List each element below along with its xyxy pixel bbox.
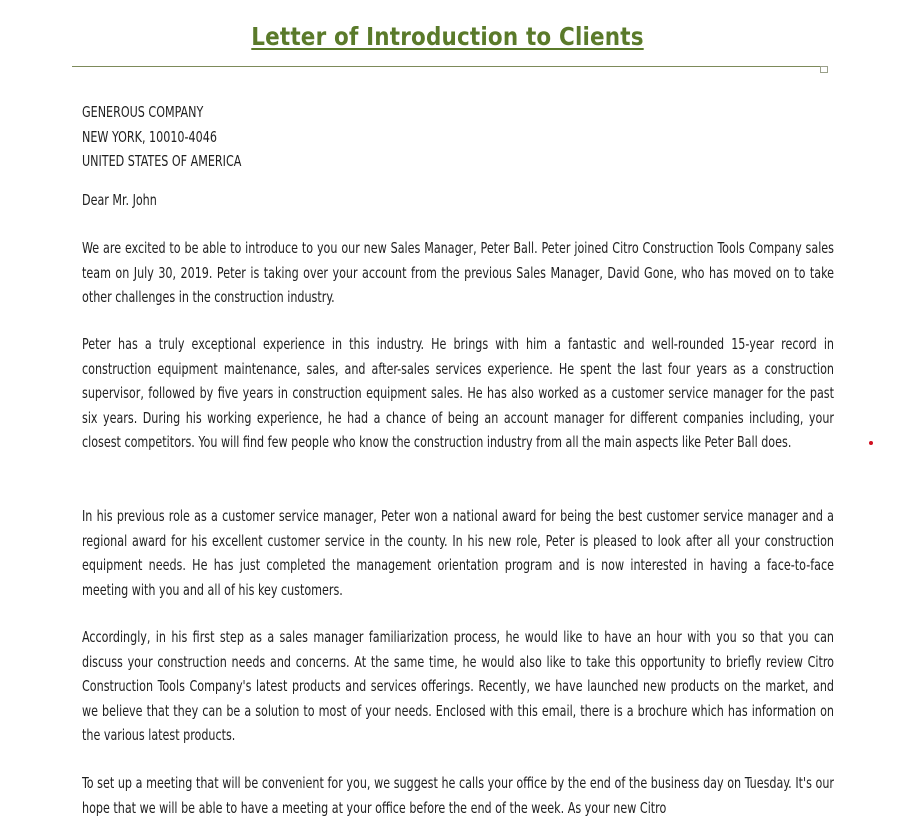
paragraph-2 — [82, 332, 834, 455]
document-title: Letter of Introduction to Clients — [251, 22, 644, 51]
red-marker-dot — [869, 441, 873, 445]
paragraph-text: In his previous role as a customer service manager, Peter won a national award for being the best customer service manager and a regional award for his excellent customer service in the county. In his new role, Peter is pleased to look after all your construction equipment needs. He has just completed the management orientation program and is now interested in having a face-to-face meeting with you and all of his key customers. — [82, 507, 834, 599]
address-line-country: UNITED STATES OF AMERICA — [82, 152, 242, 170]
title-divider — [72, 66, 822, 67]
paragraph-5 — [82, 771, 834, 820]
address-line-company: GENEROUS COMPANY — [82, 103, 204, 121]
paragraph-text: Accordingly, in his first step as a sales manager familiarization process, he would like to have an hour with you so that you can discuss your construction needs and concerns. At the same time, he would also like to take this opportunity to briefly review Citro Construction Tools Company's latest products and services offerings. Recently, we have launched new products on the market, and we believe that they can be a solution to most of your needs. Enclosed with this email, there is a brochure which has information on the various latest products. — [82, 628, 834, 744]
salutation — [82, 188, 834, 213]
salutation-text: Dear Mr. John — [82, 191, 157, 209]
divider-handle-icon[interactable] — [820, 66, 828, 73]
paragraph-text: We are excited to be able to introduce to you our new Sales Manager, Peter Ball. Peter joined Citro Construction Tools Company sales team on July 30, 2019. Peter is taking over your account from the previous Sales Manager, David Gone, who has moved on to take other challenges in the construction industry. — [82, 239, 834, 306]
paragraph-4 — [82, 625, 834, 748]
address-line-city: NEW YORK, 10010-4046 — [82, 127, 217, 146]
paragraph-1 — [82, 236, 834, 310]
recipient-address — [82, 100, 834, 174]
paragraph-3 — [82, 504, 834, 602]
paragraph-text: Peter has a truly exceptional experience in this industry. He brings with him a fantastic and well-rounded 15-year record in construction equipment maintenance, sales, and after-sales services experience. He spent the last four years as a construction supervisor, followed by five years in construction equipment sales. He has also worked as a customer service manager for the past six years. During his working experience, he had a chance of being an account manager for different companies including, your closest competitors. You will find few people who know the construction industry from all the main aspects like Peter Ball does. — [82, 335, 834, 451]
paragraph-text: To set up a meeting that will be convenient for you, we suggest he calls your office by the end of the business day on Tuesday. It's our hope that we will be able to have a meeting at your office before the end of the week. As your new Citro — [82, 774, 834, 817]
